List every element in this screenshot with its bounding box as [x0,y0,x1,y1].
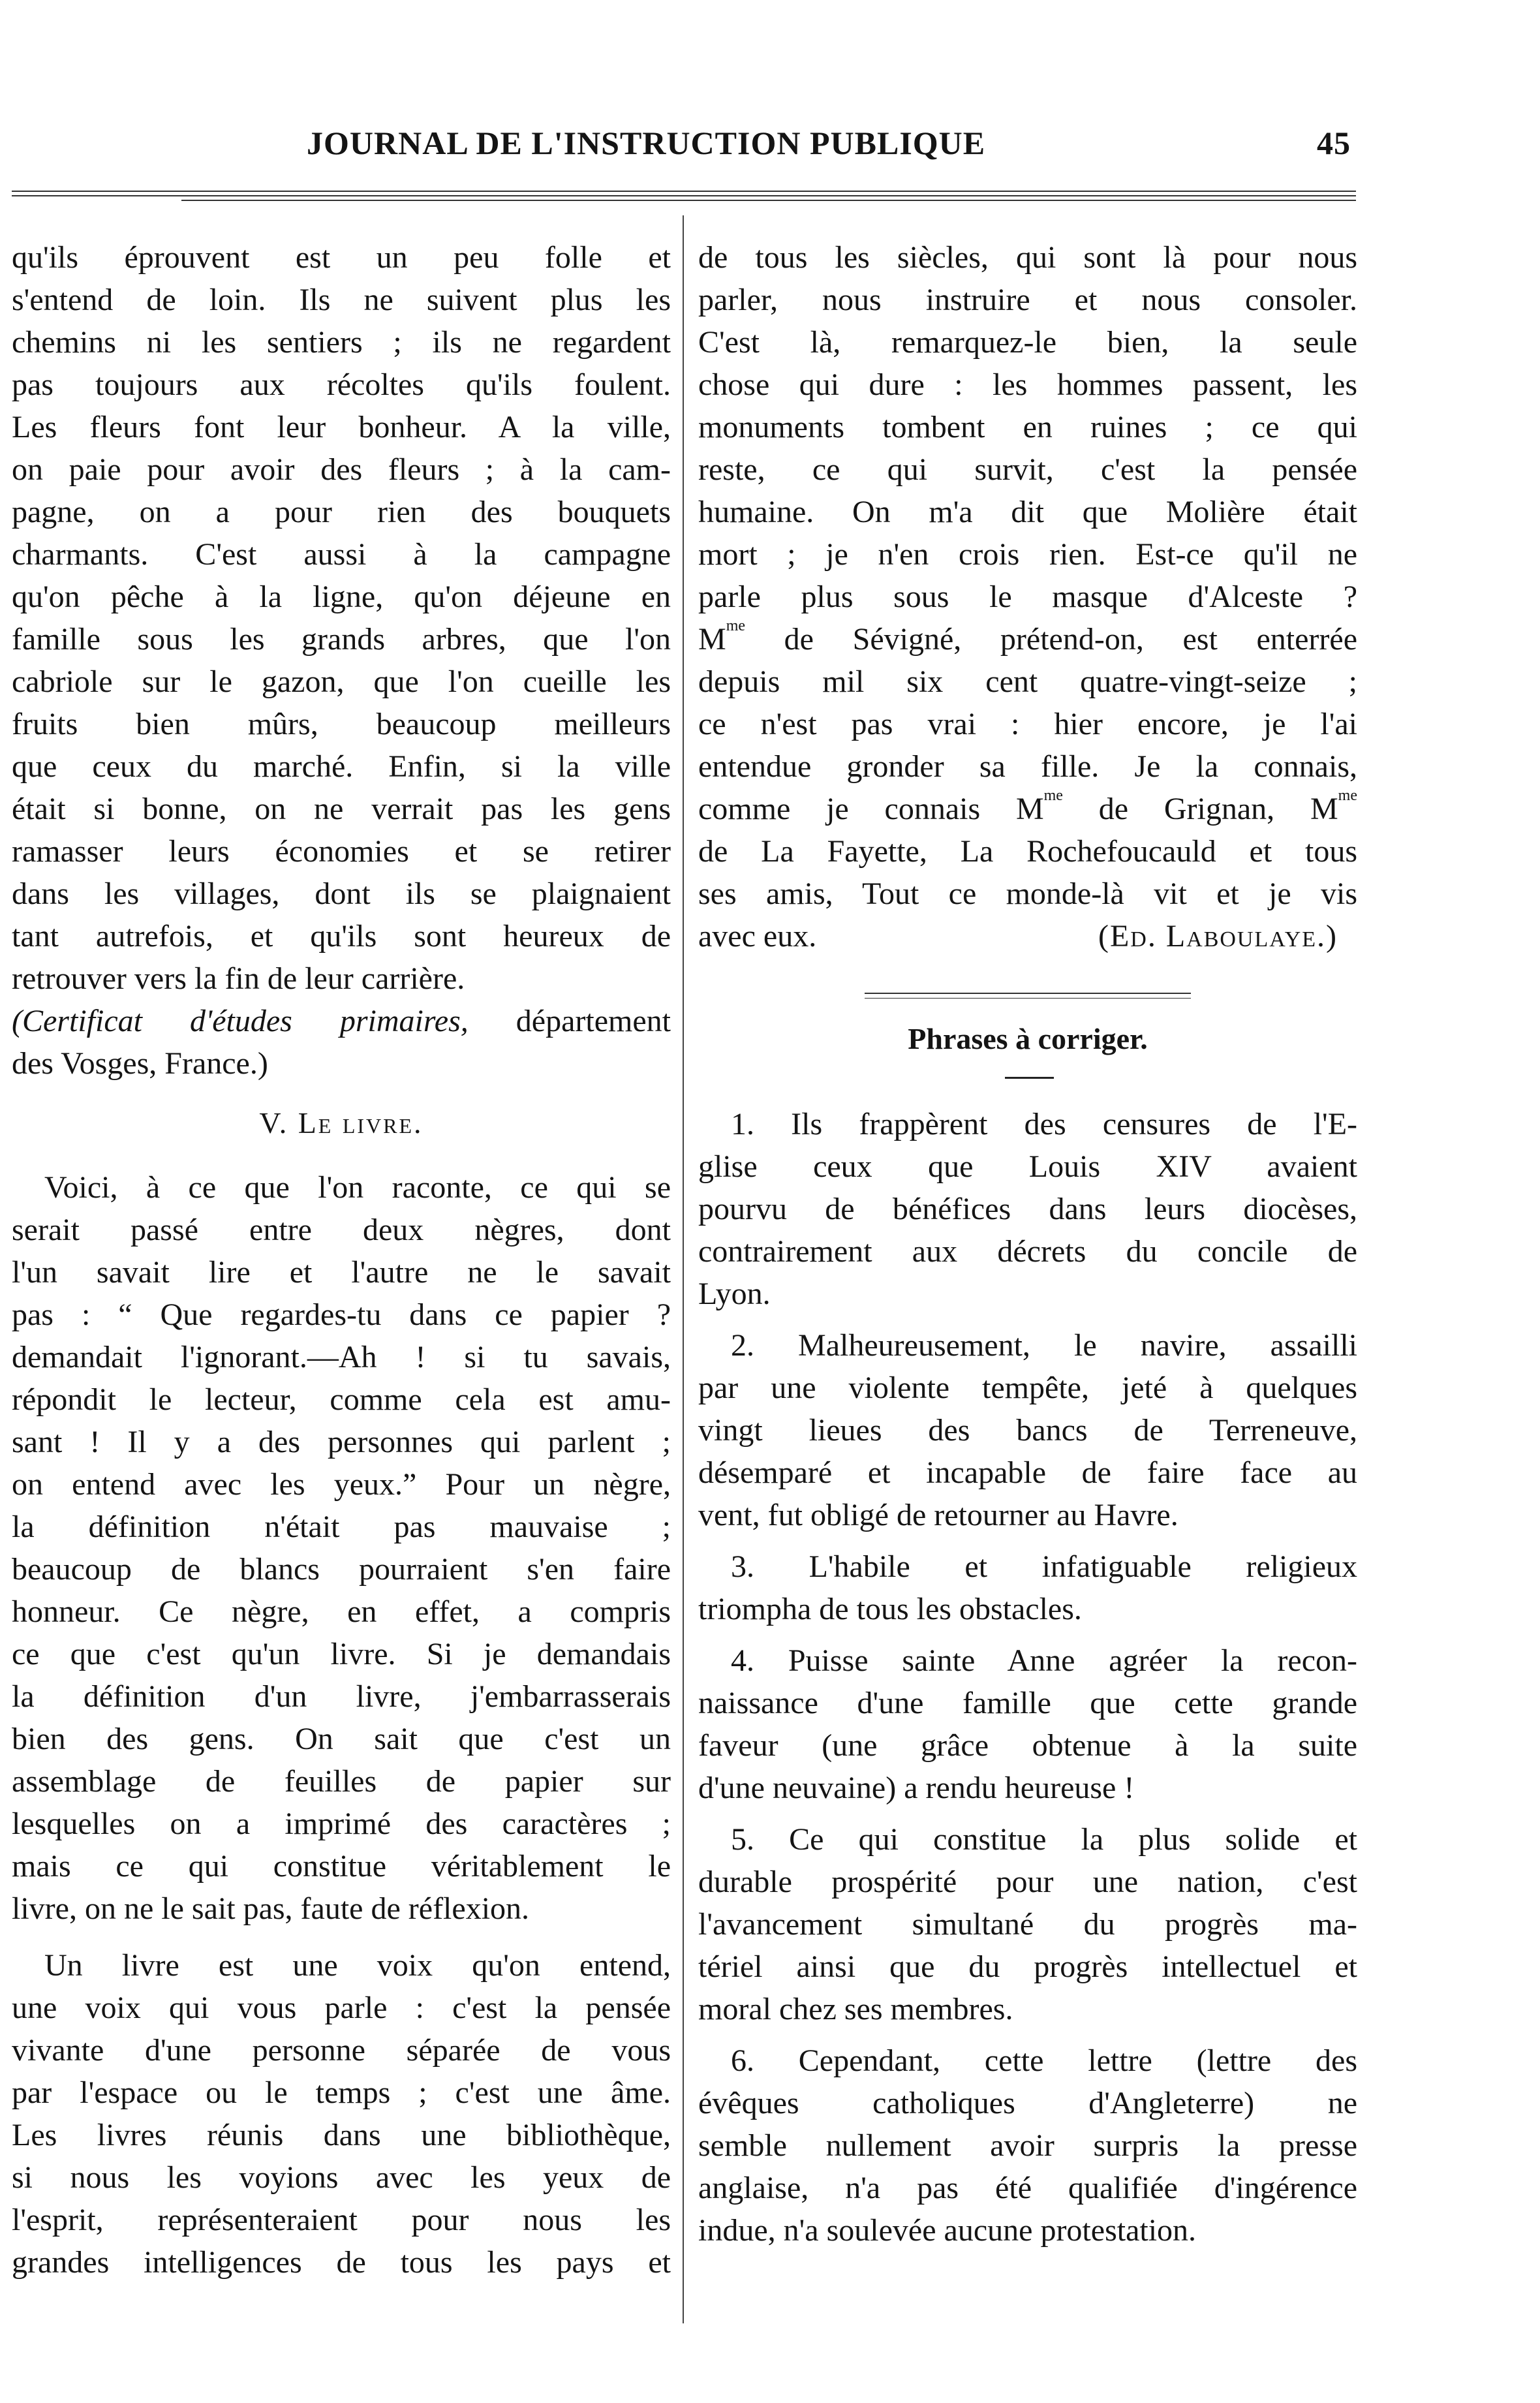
header-rule [12,191,1356,200]
text-line: Les fleurs font leur bonheur. A la ville, [12,410,671,444]
text-line: lesquelles on a imprimé des caractères ; [12,1806,671,1841]
text-line: parler, nous instruire et nous consoler. [698,283,1357,317]
text-line: 6. Cependant, cette lettre (lettre des [731,2043,1357,2078]
text-line: l'un savait lire et l'autre ne le savait [12,1255,671,1290]
text-line: par une violente tempête, jeté à quelques [698,1371,1357,1405]
text-line: ce que c'est qu'un livre. Si je demandais [12,1637,671,1671]
text-line: Un livre est une voix qu'on entend, [44,1948,671,1983]
text-line: indue, n'a soulevée aucune protestation. [698,2213,1197,2248]
page-number: 45 [1317,125,1351,161]
intro-paragraph [12,236,671,1085]
text-line: par l'espace ou le temps ; c'est une âme. [12,2075,671,2110]
superscript: me [726,617,746,634]
superscript: me [1043,787,1063,804]
text-line: on entend avec les yeux.” Pour un nègre, [12,1467,671,1502]
text-line: naissance d'une famille que cette grande [698,1686,1357,1720]
text-line: pourvu de bénéfices dans leurs diocèses, [698,1192,1357,1226]
text-line: ses amis, Tout ce monde-là vit et je vis [698,876,1357,911]
text-line: répondit le lecteur, comme cela est amu- [12,1382,671,1417]
text-line: bien des gens. On sait que c'est un [12,1722,671,1756]
attribution-line [698,915,1357,957]
text-line: parle plus sous le masque d'Alceste ? [698,580,1357,614]
text-line: que ceux du marché. Enfin, si la ville [12,749,671,784]
text-line: demandait l'ignorant.—Ah ! si tu savais, [12,1340,671,1374]
text-line: triompha de tous les obstacles. [698,1592,1082,1626]
text-line: si nous les voyions avec les yeux de [12,2160,671,2195]
text-line: 1. Ils frappèrent des censures de l'E- [731,1107,1357,1141]
text-line: de tous les siècles, qui sont là pour nous [698,240,1357,275]
journal-title: JOURNAL DE L'INSTRUCTION PUBLIQUE [307,125,986,161]
exercise-list [698,1103,1357,2252]
text-line: sant ! Il y a des personnes qui parlent ; [12,1425,671,1459]
text-line: 5. Ce qui constitue la plus solide et [731,1822,1357,1857]
text-line: ramasser leurs économies et se retirer [12,834,671,869]
author-name: Laboulaye.) [1165,919,1338,953]
text-line: était si bonne, on ne verrait pas les gens [12,792,671,826]
superscript: me [1338,787,1357,804]
section-divider [698,984,1357,1003]
source-rest: département [468,1004,671,1038]
text-line: contrairement aux décrets du concile de [698,1234,1357,1269]
section-title: V. Le livre. [259,1106,424,1139]
text-line: qu'on pêche à la ligne, qu'on déjeune en [12,580,671,614]
attribution-open: (Ed. [1098,919,1166,953]
exercise-item [698,2039,1357,2252]
text-line: vivante d'une personne séparée de vous [12,2033,671,2068]
text-line [698,788,1357,830]
text-line: famille sous les grands arbres, que l'on [12,622,671,657]
text-line: reste, ce qui survit, c'est la pensée [698,452,1357,487]
paragraph-2 [12,1944,671,2284]
source-citation [12,1000,671,1042]
text-line: Voici, à ce que l'on raconte, ce qui se [44,1170,671,1205]
closing-text: avec eux. [698,919,817,953]
text-line: 4. Puisse sainte Anne agréer la recon- [731,1643,1357,1678]
text-line: mais ce qui constitue véritablement le [12,1849,671,1884]
column-divider [683,215,684,2323]
text-fragment: M [698,622,726,657]
text-line: 2. Malheureusement, le navire, assailli [731,1328,1357,1363]
text-line: chemins ni les sentiers ; ils ne regardent [12,325,671,360]
text-line: cabriole sur le gazon, que l'on cueille les [12,664,671,699]
text-line: pas toujours aux récoltes qu'ils foulent. [12,367,671,402]
text-line: évêques catholiques d'Angleterre) ne [698,2086,1357,2120]
text-line: vent, fut obligé de retourner au Havre. [698,1498,1178,1532]
heading-underline [698,1069,1357,1089]
text-line: faveur (une grâce obtenue à la suite [698,1728,1357,1763]
text-line: chose qui dure : les hommes passent, les [698,367,1357,402]
source-citation-end: des Vosges, France.) [12,1046,268,1081]
text-line [698,618,1357,660]
text-line: pagne, on a pour rien des bouquets [12,495,671,529]
exercise-item [698,1639,1357,1809]
exercise-heading: Phrases à corriger. [908,1022,1148,1055]
text-line: glise ceux que Louis XIV avaient [698,1149,1357,1184]
left-column [12,236,671,2284]
text-line: Lyon. [698,1277,771,1311]
text-line: beaucoup de blancs pourraient s'en faire [12,1552,671,1587]
text-line: l'avancement simultané du progrès ma- [698,1907,1357,1942]
text-line: tant autrefois, et qu'ils sont heureux de [12,919,671,953]
text-line: pas : “ Que regardes-tu dans ce papier ? [12,1297,671,1332]
running-head [0,124,1540,176]
text-fragment: de Sévigné, prétend-on, est enterrée [745,622,1357,657]
exercise-item [698,1103,1357,1315]
text-fragment: comme je connais M [698,792,1044,826]
text-line: d'une neuvaine) a rendu heureuse ! [698,1771,1135,1805]
author-attribution [1098,915,1357,957]
text-line: la définition n'était pas mauvaise ; [12,1510,671,1544]
text-line: retrouver vers la fin de leur carrière. [12,961,465,996]
text-line: entendue gronder sa fille. Je la connais, [698,749,1357,784]
text-line: charmants. C'est aussi à la campagne [12,537,671,572]
text-line: 3. L'habile et infatiguable religieux [731,1549,1357,1584]
text-line: qu'ils éprouvent est un peu folle et [12,240,671,275]
text-line: dans les villages, dont ils se plaignaient [12,876,671,911]
text-line: anglaise, n'a pas été qualifiée d'ingérence [698,2171,1357,2205]
text-line: livre, on ne le sait pas, faute de réflexion. [12,1891,530,1926]
continuation-paragraph [698,236,1357,957]
text-line: ce n'est pas vrai : hier encore, je l'ai [698,707,1357,741]
text-line: humaine. On m'a dit que Molière était [698,495,1357,529]
paragraph-1 [12,1166,671,1930]
exercise-item [698,1545,1357,1630]
text-line: semble nullement avoir surpris la presse [698,2128,1357,2163]
text-line: assemblage de feuilles de papier sur [12,1764,671,1799]
text-line: monuments tombent en ruines ; ce qui [698,410,1357,444]
text-line: une voix qui vous parle : c'est la pensée [12,1991,671,2025]
text-line: tériel ainsi que du progrès intellectuel et [698,1949,1357,1984]
text-line: mort ; je n'en crois rien. Est-ce qu'il ne [698,537,1357,572]
exercise-item [698,1818,1357,2030]
text-line: C'est là, remarquez-le bien, la seule [698,325,1357,360]
text-line: on paie pour avoir des fleurs ; à la cam- [12,452,671,487]
right-column [698,236,1357,2252]
text-line: s'entend de loin. Ils ne suivent plus les [12,283,671,317]
text-line: la définition d'un livre, j'embarrasserais [12,1679,671,1714]
text-line: fruits bien mûrs, beaucoup meilleurs [12,707,671,741]
text-line: honneur. Ce nègre, en effet, a compris [12,1594,671,1629]
text-line: depuis mil six cent quatre-vingt-seize ; [698,664,1357,699]
exercise-item [698,1324,1357,1536]
text-line: de La Fayette, La Rochefoucauld et tous [698,834,1357,869]
text-line: moral chez ses membres. [698,1992,1013,2026]
text-line: Les livres réunis dans une bibliothèque, [12,2118,671,2152]
text-line: désemparé et incapable de faire face au [698,1455,1357,1490]
text-fragment: de Grignan, M [1062,792,1338,826]
text-line: grandes intelligences de tous les pays et [12,2245,671,2280]
text-line: serait passé entre deux nègres, dont [12,1213,671,1247]
text-line: vingt lieues des bancs de Terreneuve, [698,1413,1357,1448]
text-line: durable prospérité pour une nation, c'est [698,1865,1357,1899]
source-italic: (Certificat d'études primaires, [12,1004,469,1038]
text-line: l'esprit, représenteraient pour nous les [12,2203,671,2237]
